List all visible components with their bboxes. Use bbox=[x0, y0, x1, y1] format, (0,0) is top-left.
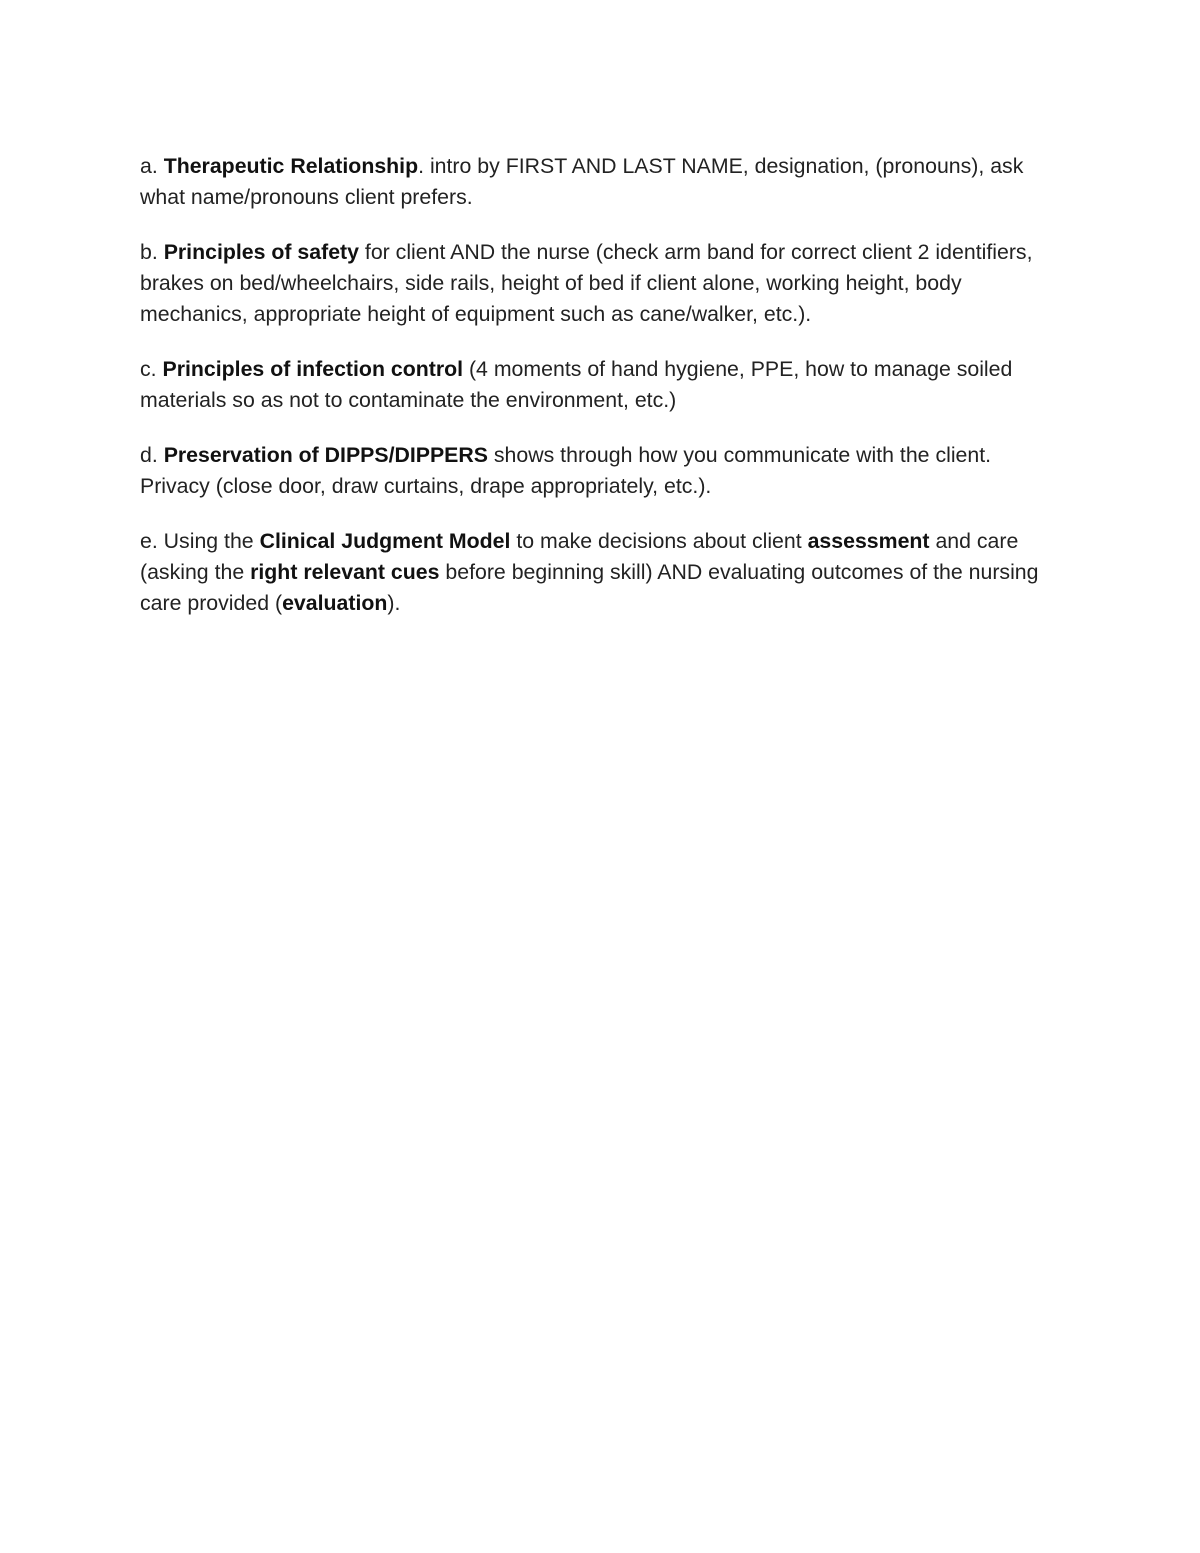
item-e-bold-cues: right relevant cues bbox=[250, 560, 440, 584]
item-b-heading: Principles of safety bbox=[163, 240, 359, 264]
list-item-a bbox=[140, 151, 1055, 213]
item-d-marker: d. bbox=[140, 443, 164, 467]
list-item-b bbox=[140, 237, 1055, 330]
item-e-text-1: to make decisions about client bbox=[510, 529, 808, 553]
item-c-marker: c. bbox=[140, 357, 163, 381]
list-item-d bbox=[140, 440, 1055, 502]
item-c-text: (4 moments of hand hygiene, PPE, how to manage soiled materials so as not to contaminate the environment, etc.) bbox=[140, 357, 1013, 412]
item-e-text-2: and care (asking the bbox=[140, 529, 1019, 584]
item-a-heading: Therapeutic Relationship bbox=[163, 154, 419, 178]
item-a-text: . intro by FIRST AND LAST NAME, designation, (pronouns), ask what name/pronouns client prefers. bbox=[140, 154, 1024, 209]
item-e-bold-evaluation: evaluation bbox=[282, 591, 388, 615]
item-a-marker: a. bbox=[140, 154, 164, 178]
list-item-c bbox=[140, 354, 1055, 416]
item-b-text: for client AND the nurse (check arm band for correct client 2 identifiers, brakes on bed/wheelchairs, side rails, height of bed if client alone, working height, body mechanics, appropriate height of equipment such as cane/walker, etc.). bbox=[140, 240, 1033, 326]
item-e-bold-assessment: assessment bbox=[807, 529, 930, 553]
item-e-text-3: before beginning skill) AND evaluating outcomes of the nursing care provided ( bbox=[140, 560, 1039, 615]
item-d-heading: Preservation of DIPPS/DIPPERS bbox=[163, 443, 488, 467]
list-item-e bbox=[140, 526, 1055, 619]
item-e-text-4: ). bbox=[387, 591, 401, 615]
item-d-text: shows through how you communicate with the client. Privacy (close door, draw curtains, drape appropriately, etc.). bbox=[140, 443, 992, 498]
item-b-marker: b. bbox=[140, 240, 164, 264]
item-e-heading: Clinical Judgment Model bbox=[259, 529, 511, 553]
item-e-intro: e. Using the bbox=[140, 529, 260, 553]
document-body bbox=[140, 151, 1055, 643]
item-c-heading: Principles of infection control bbox=[162, 357, 464, 381]
